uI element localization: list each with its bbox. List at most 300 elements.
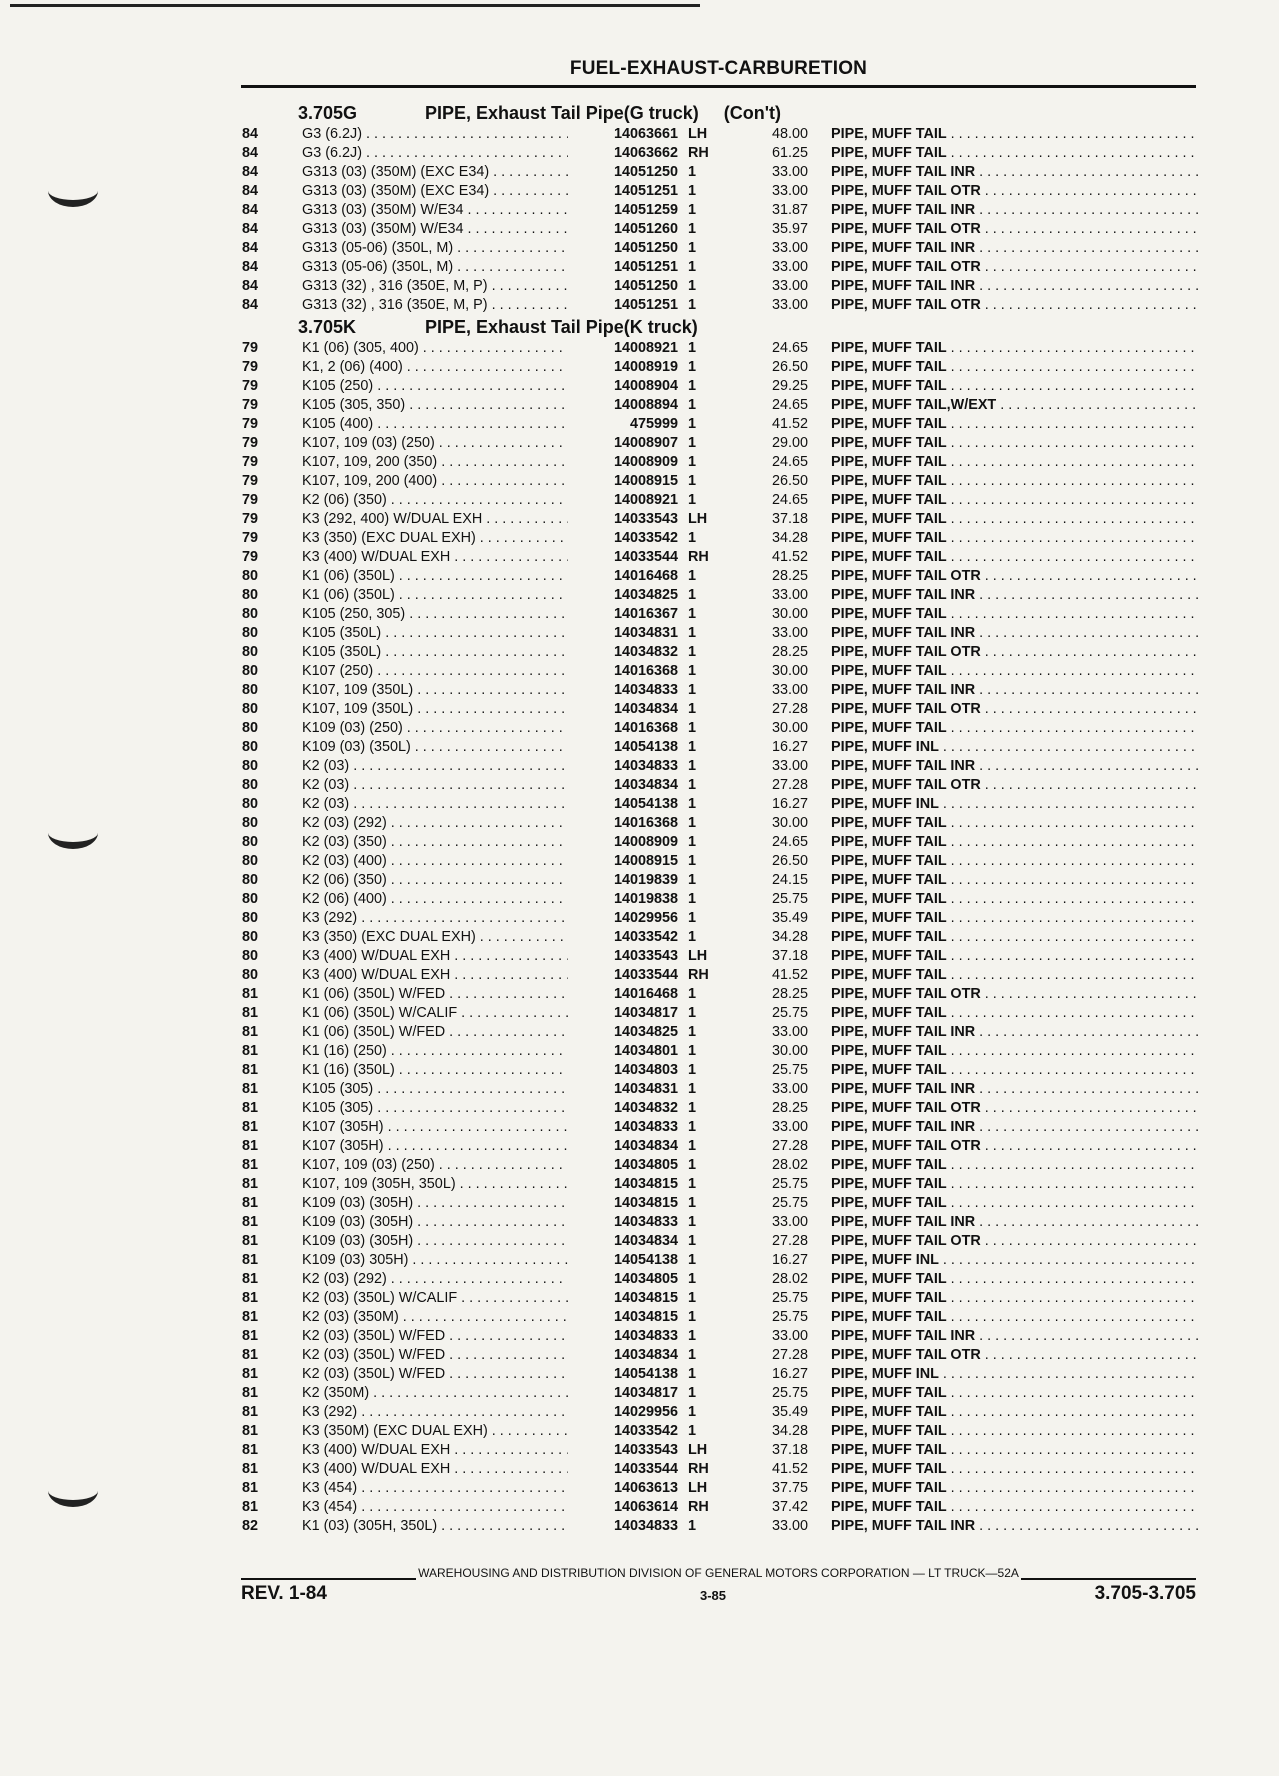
table-row: [0, 201, 1279, 220]
price: 35.97: [771, 221, 808, 237]
quantity: LH: [688, 1442, 708, 1458]
quantity: 1: [688, 1518, 697, 1534]
table-row: [0, 928, 1279, 947]
quantity: 1: [688, 625, 697, 641]
part-description: PIPE, MUFF TAIL OTR . . .: [831, 776, 1198, 795]
table-row: [0, 1308, 1279, 1327]
price: 61.25: [771, 145, 808, 161]
table-row: [0, 1156, 1279, 1175]
figure-number: 84: [242, 126, 259, 142]
section-code: 3.705G: [298, 103, 358, 123]
price: 41.52: [771, 967, 808, 983]
price: 27.28: [771, 701, 808, 717]
table-row: [0, 1137, 1279, 1156]
part-number: 14034832: [613, 1100, 678, 1116]
quantity: 1: [688, 739, 697, 755]
table-row: [0, 1194, 1279, 1213]
table-row: [0, 586, 1279, 605]
figure-number: 84: [242, 278, 259, 294]
part-number: 14008921: [613, 492, 678, 508]
application: G313 (32) , 316 (350E, M, P) . . .: [302, 296, 568, 315]
figure-number: 80: [242, 929, 259, 945]
part-description: PIPE, MUFF TAIL . . .: [831, 1422, 1198, 1441]
quantity: LH: [688, 1480, 708, 1496]
application: K105 (350L) . . .: [302, 624, 568, 643]
part-number: 14008919: [613, 359, 678, 375]
application: K3 (454) . . .: [302, 1479, 568, 1498]
part-description: PIPE, MUFF TAIL OTR . . .: [831, 258, 1198, 277]
table-row: [0, 239, 1279, 258]
part-number: 14054138: [613, 1366, 678, 1382]
quantity: 1: [688, 1119, 697, 1135]
table-row: [0, 1175, 1279, 1194]
application: K1 (06) (350L) W/FED . . .: [302, 1023, 568, 1042]
application: G3 (6.2J) . . .: [302, 125, 568, 144]
part-number: 14008915: [613, 473, 678, 489]
part-number: 14034803: [613, 1062, 678, 1078]
application: K2 (03) (400) . . .: [302, 852, 568, 871]
part-number: 14051251: [613, 259, 678, 275]
price: 25.75: [771, 1309, 808, 1325]
part-number: 14054138: [613, 1252, 678, 1268]
figure-number: 84: [242, 259, 259, 275]
part-description: PIPE, MUFF TAIL . . .: [831, 1384, 1198, 1403]
figure-number: 81: [242, 1480, 259, 1496]
part-number: 14008894: [613, 397, 678, 413]
part-description: PIPE, MUFF TAIL INR . . .: [831, 757, 1198, 776]
part-description: PIPE, MUFF TAIL INR . . .: [831, 1517, 1198, 1536]
price: 28.02: [771, 1157, 808, 1173]
figure-number: 82: [242, 1518, 259, 1534]
quantity: RH: [688, 549, 709, 565]
application: K105 (305, 350) . . .: [302, 396, 568, 415]
quantity: 1: [688, 682, 697, 698]
figure-number: 80: [242, 967, 259, 983]
figure-number: 80: [242, 872, 259, 888]
figure-number: 81: [242, 1043, 259, 1059]
table-row: [0, 966, 1279, 985]
figure-number: 79: [242, 530, 259, 546]
price: 16.27: [771, 1366, 808, 1382]
application: K3 (400) W/DUAL EXH . . .: [302, 548, 568, 567]
part-number: 14016368: [613, 663, 678, 679]
application: K3 (292) . . .: [302, 909, 568, 928]
price: 24.65: [771, 492, 808, 508]
figure-number: 79: [242, 454, 259, 470]
application: K3 (350) (EXC DUAL EXH) . . .: [302, 928, 568, 947]
table-row: [0, 1498, 1279, 1517]
application: K3 (400) W/DUAL EXH . . .: [302, 947, 568, 966]
table-row: [0, 258, 1279, 277]
figure-number: 81: [242, 1309, 259, 1325]
part-description: PIPE, MUFF TAIL . . .: [831, 1479, 1198, 1498]
part-description: PIPE, MUFF TAIL . . .: [831, 719, 1198, 738]
application: K2 (03) (350M) . . .: [302, 1308, 568, 1327]
part-description: PIPE, MUFF TAIL OTR . . .: [831, 643, 1198, 662]
part-description: PIPE, MUFF TAIL INR . . .: [831, 1080, 1198, 1099]
part-number: 14034805: [613, 1157, 678, 1173]
part-number: 14033544: [613, 549, 678, 565]
figure-number: 84: [242, 240, 259, 256]
part-description: PIPE, MUFF TAIL INR . . .: [831, 239, 1198, 258]
quantity: LH: [688, 511, 708, 527]
part-number: 14034825: [613, 587, 678, 603]
part-description: PIPE, MUFF TAIL . . .: [831, 415, 1198, 434]
figure-number: 81: [242, 1442, 259, 1458]
application: K3 (292, 400) W/DUAL EXH . . .: [302, 510, 568, 529]
quantity: 1: [688, 720, 697, 736]
quantity: 1: [688, 1005, 697, 1021]
figure-number: 81: [242, 1423, 259, 1439]
quantity: 1: [688, 1043, 697, 1059]
price: 25.75: [771, 1385, 808, 1401]
footer-publisher: WAREHOUSING AND DISTRIBUTION DIVISION OF GENERAL MOTORS CORPORATION — LT TRUCK—52A: [418, 1566, 1019, 1580]
price: 33.00: [771, 1119, 808, 1135]
quantity: 1: [688, 1157, 697, 1173]
price: 25.75: [771, 1176, 808, 1192]
table-row: [0, 510, 1279, 529]
figure-number: 81: [242, 1290, 259, 1306]
table-row: [0, 624, 1279, 643]
price: 30.00: [771, 663, 808, 679]
part-description: PIPE, MUFF TAIL . . .: [831, 472, 1198, 491]
part-description: PIPE, MUFF TAIL . . .: [831, 510, 1198, 529]
table-row: [0, 605, 1279, 624]
table-row: [0, 220, 1279, 239]
part-number: 14063662: [613, 145, 678, 161]
quantity: 1: [688, 240, 697, 256]
price: 33.00: [771, 1024, 808, 1040]
application: K109 (03) (350L) . . .: [302, 738, 568, 757]
table-row: [0, 491, 1279, 510]
figure-number: 81: [242, 1062, 259, 1078]
application: K3 (350) (EXC DUAL EXH) . . .: [302, 529, 568, 548]
page-title: FUEL-EXHAUST-CARBURETION: [569, 58, 868, 79]
figure-number: 80: [242, 568, 259, 584]
application: K1 (06) (350L) . . .: [302, 567, 568, 586]
part-number: 14051251: [613, 183, 678, 199]
application: K107, 109 (350L) . . .: [302, 700, 568, 719]
quantity: 1: [688, 297, 697, 313]
quantity: 1: [688, 1081, 697, 1097]
table-row: [0, 1213, 1279, 1232]
price: 28.25: [771, 986, 808, 1002]
quantity: 1: [688, 473, 697, 489]
application: K3 (400) W/DUAL EXH . . .: [302, 1460, 568, 1479]
table-row: [0, 1270, 1279, 1289]
figure-number: 79: [242, 378, 259, 394]
part-number: 14054138: [613, 796, 678, 812]
price: 29.25: [771, 378, 808, 394]
figure-number: 80: [242, 910, 259, 926]
part-number: 14033542: [613, 1423, 678, 1439]
quantity: 1: [688, 701, 697, 717]
table-row: [0, 1080, 1279, 1099]
figure-number: 80: [242, 644, 259, 660]
price: 24.65: [771, 397, 808, 413]
price: 24.15: [771, 872, 808, 888]
price: 33.00: [771, 183, 808, 199]
table-row: [0, 1517, 1279, 1536]
figure-number: 81: [242, 1024, 259, 1040]
quantity: 1: [688, 1138, 697, 1154]
application: K2 (03) (350L) W/FED . . .: [302, 1365, 568, 1384]
table-row: [0, 643, 1279, 662]
price: 33.00: [771, 625, 808, 641]
part-number: 14034833: [613, 1119, 678, 1135]
part-description: PIPE, MUFF TAIL . . .: [831, 339, 1198, 358]
application: G313 (03) (350M) W/E34 . . .: [302, 220, 568, 239]
table-row: [0, 1346, 1279, 1365]
part-description: PIPE, MUFF TAIL OTR . . .: [831, 1137, 1198, 1156]
table-row: [0, 1384, 1279, 1403]
table-row: [0, 757, 1279, 776]
application: G313 (03) (350M) W/E34 . . .: [302, 201, 568, 220]
part-description: PIPE, MUFF TAIL OTR . . .: [831, 296, 1198, 315]
application: K1 (16) (250) . . .: [302, 1042, 568, 1061]
part-number: 14034833: [613, 758, 678, 774]
quantity: 1: [688, 568, 697, 584]
quantity: 1: [688, 416, 697, 432]
part-description: PIPE, MUFF TAIL . . .: [831, 125, 1198, 144]
quantity: 1: [688, 891, 697, 907]
figure-number: 81: [242, 1081, 259, 1097]
quantity: 1: [688, 644, 697, 660]
part-number: 14034833: [613, 1328, 678, 1344]
price: 31.87: [771, 202, 808, 218]
quantity: 1: [688, 853, 697, 869]
application: K109 (03) (250) . . .: [302, 719, 568, 738]
part-number: 14033542: [613, 929, 678, 945]
price: 33.00: [771, 1081, 808, 1097]
quantity: 1: [688, 1404, 697, 1420]
application: K3 (292) . . .: [302, 1403, 568, 1422]
part-number: 14008904: [613, 378, 678, 394]
part-number: 14034834: [613, 777, 678, 793]
part-description: PIPE, MUFF TAIL . . .: [831, 1156, 1198, 1175]
part-number: 14033543: [613, 948, 678, 964]
application: G3 (6.2J) . . .: [302, 144, 568, 163]
table-row: [0, 700, 1279, 719]
figure-number: 84: [242, 145, 259, 161]
part-description: PIPE, MUFF INL . . .: [831, 1251, 1198, 1270]
table-row: [0, 662, 1279, 681]
table-row: [0, 296, 1279, 315]
application: K3 (350M) (EXC DUAL EXH) . . .: [302, 1422, 568, 1441]
price: 30.00: [771, 1043, 808, 1059]
figure-number: 81: [242, 1499, 259, 1515]
part-number: 14034805: [613, 1271, 678, 1287]
application: K107, 109, 200 (400) . . .: [302, 472, 568, 491]
quantity: 1: [688, 777, 697, 793]
part-description: PIPE, MUFF TAIL . . .: [831, 144, 1198, 163]
figure-number: 81: [242, 986, 259, 1002]
part-description: PIPE, MUFF TAIL INR . . .: [831, 1213, 1198, 1232]
table-row: [0, 1422, 1279, 1441]
part-description: PIPE, MUFF TAIL . . .: [831, 377, 1198, 396]
quantity: 1: [688, 340, 697, 356]
quantity: 1: [688, 454, 697, 470]
price: 34.28: [771, 929, 808, 945]
part-number: 14016367: [613, 606, 678, 622]
part-description: PIPE, MUFF TAIL . . .: [831, 890, 1198, 909]
figure-number: 80: [242, 815, 259, 831]
price: 33.00: [771, 682, 808, 698]
quantity: 1: [688, 872, 697, 888]
figure-number: 81: [242, 1233, 259, 1249]
part-description: PIPE, MUFF TAIL OTR . . .: [831, 985, 1198, 1004]
part-description: PIPE, MUFF TAIL . . .: [831, 1289, 1198, 1308]
price: 37.42: [771, 1499, 808, 1515]
figure-number: 79: [242, 416, 259, 432]
quantity: LH: [688, 126, 708, 142]
table-row: [0, 1327, 1279, 1346]
table-row: [0, 776, 1279, 795]
application: K2 (06) (350) . . .: [302, 871, 568, 890]
section-title: PIPE, Exhaust Tail Pipe(K truck): [425, 317, 698, 337]
price: 41.52: [771, 416, 808, 432]
application: K2 (03) . . .: [302, 757, 568, 776]
price: 41.52: [771, 1461, 808, 1477]
part-number: 14034817: [613, 1385, 678, 1401]
figure-number: 84: [242, 297, 259, 313]
table-row: [0, 1289, 1279, 1308]
table-row: [0, 719, 1279, 738]
price: 48.00: [771, 126, 808, 142]
section-heading: [0, 315, 1279, 339]
quantity: 1: [688, 1290, 697, 1306]
quantity: LH: [688, 948, 708, 964]
application: K3 (400) W/DUAL EXH . . .: [302, 1441, 568, 1460]
part-number: 14051260: [613, 221, 678, 237]
figure-number: 81: [242, 1347, 259, 1363]
quantity: 1: [688, 606, 697, 622]
part-number: 14029956: [613, 1404, 678, 1420]
application: K107, 109 (03) (250) . . .: [302, 434, 568, 453]
quantity: 1: [688, 492, 697, 508]
figure-number: 84: [242, 164, 259, 180]
quantity: RH: [688, 145, 709, 161]
application: K3 (454) . . .: [302, 1498, 568, 1517]
quantity: 1: [688, 1176, 697, 1192]
application: K1 (03) (305H, 350L) . . .: [302, 1517, 568, 1536]
price: 33.00: [771, 1214, 808, 1230]
figure-number: 81: [242, 1252, 259, 1268]
quantity: 1: [688, 1385, 697, 1401]
part-number: 14034832: [613, 644, 678, 660]
revision-label: REV. 1-84: [241, 1583, 327, 1604]
figure-number: 80: [242, 682, 259, 698]
part-description: PIPE, MUFF TAIL OTR . . .: [831, 1232, 1198, 1251]
table-row: [0, 472, 1279, 491]
figure-number: 79: [242, 511, 259, 527]
figure-number: 81: [242, 1138, 259, 1154]
section-title: PIPE, Exhaust Tail Pipe(G truck) (Con't): [425, 103, 781, 123]
table-row: [0, 947, 1279, 966]
figure-number: 80: [242, 739, 259, 755]
quantity: 1: [688, 910, 697, 926]
part-number: 14034834: [613, 1347, 678, 1363]
quantity: RH: [688, 1499, 709, 1515]
quantity: 1: [688, 1347, 697, 1363]
table-row: [0, 1251, 1279, 1270]
application: K2 (03) (350L) W/FED . . .: [302, 1327, 568, 1346]
application: G313 (05-06) (350L, M) . . .: [302, 239, 568, 258]
part-description: PIPE, MUFF TAIL INR . . .: [831, 201, 1198, 220]
application: K109 (03) (305H) . . .: [302, 1232, 568, 1251]
figure-number: 81: [242, 1366, 259, 1382]
figure-number: 80: [242, 663, 259, 679]
quantity: 1: [688, 1024, 697, 1040]
figure-number: 80: [242, 891, 259, 907]
part-description: PIPE, MUFF TAIL . . .: [831, 852, 1198, 871]
part-number: 14051250: [613, 240, 678, 256]
part-description: PIPE, MUFF TAIL . . .: [831, 434, 1198, 453]
part-number: 14016468: [613, 986, 678, 1002]
part-description: PIPE, MUFF TAIL . . .: [831, 947, 1198, 966]
part-number: 14034831: [613, 1081, 678, 1097]
part-number: 14034834: [613, 1233, 678, 1249]
application: G313 (05-06) (350L, M) . . .: [302, 258, 568, 277]
price: 25.75: [771, 1005, 808, 1021]
table-row: [0, 277, 1279, 296]
part-number: 14051251: [613, 297, 678, 313]
figure-number: 81: [242, 1328, 259, 1344]
part-number: 14034833: [613, 1518, 678, 1534]
quantity: 1: [688, 1100, 697, 1116]
price: 33.00: [771, 587, 808, 603]
part-description: PIPE, MUFF TAIL OTR . . .: [831, 700, 1198, 719]
quantity: 1: [688, 435, 697, 451]
application: K2 (03) (350L) W/FED . . .: [302, 1346, 568, 1365]
part-description: PIPE, MUFF TAIL . . .: [831, 909, 1198, 928]
part-description: PIPE, MUFF TAIL . . .: [831, 1498, 1198, 1517]
price: 26.50: [771, 853, 808, 869]
part-description: PIPE, MUFF TAIL OTR . . .: [831, 1346, 1198, 1365]
application: K2 (03) (292) . . .: [302, 814, 568, 833]
price: 37.18: [771, 948, 808, 964]
part-description: PIPE, MUFF TAIL OTR . . .: [831, 220, 1198, 239]
application: K1 (06) (350L) . . .: [302, 586, 568, 605]
part-number: 14034815: [613, 1309, 678, 1325]
part-number: 14019838: [613, 891, 678, 907]
part-number: 14008907: [613, 435, 678, 451]
part-number: 14029956: [613, 910, 678, 926]
figure-number: 81: [242, 1119, 259, 1135]
table-row: [0, 125, 1279, 144]
application: K107, 109 (350L) . . .: [302, 681, 568, 700]
figure-number: 84: [242, 202, 259, 218]
table-row: [0, 1118, 1279, 1137]
application: G313 (03) (350M) (EXC E34) . . .: [302, 182, 568, 201]
figure-number: 81: [242, 1195, 259, 1211]
figure-number: 81: [242, 1176, 259, 1192]
part-number: 14051259: [613, 202, 678, 218]
application: K2 (06) (350) . . .: [302, 491, 568, 510]
table-row: [0, 1232, 1279, 1251]
part-number: 14051250: [613, 278, 678, 294]
table-row: [0, 434, 1279, 453]
part-number: 14034815: [613, 1176, 678, 1192]
figure-number: 81: [242, 1461, 259, 1477]
quantity: 1: [688, 183, 697, 199]
price: 29.00: [771, 435, 808, 451]
part-number: 14034833: [613, 1214, 678, 1230]
price: 30.00: [771, 720, 808, 736]
price: 28.25: [771, 568, 808, 584]
quantity: 1: [688, 929, 697, 945]
price: 25.75: [771, 891, 808, 907]
